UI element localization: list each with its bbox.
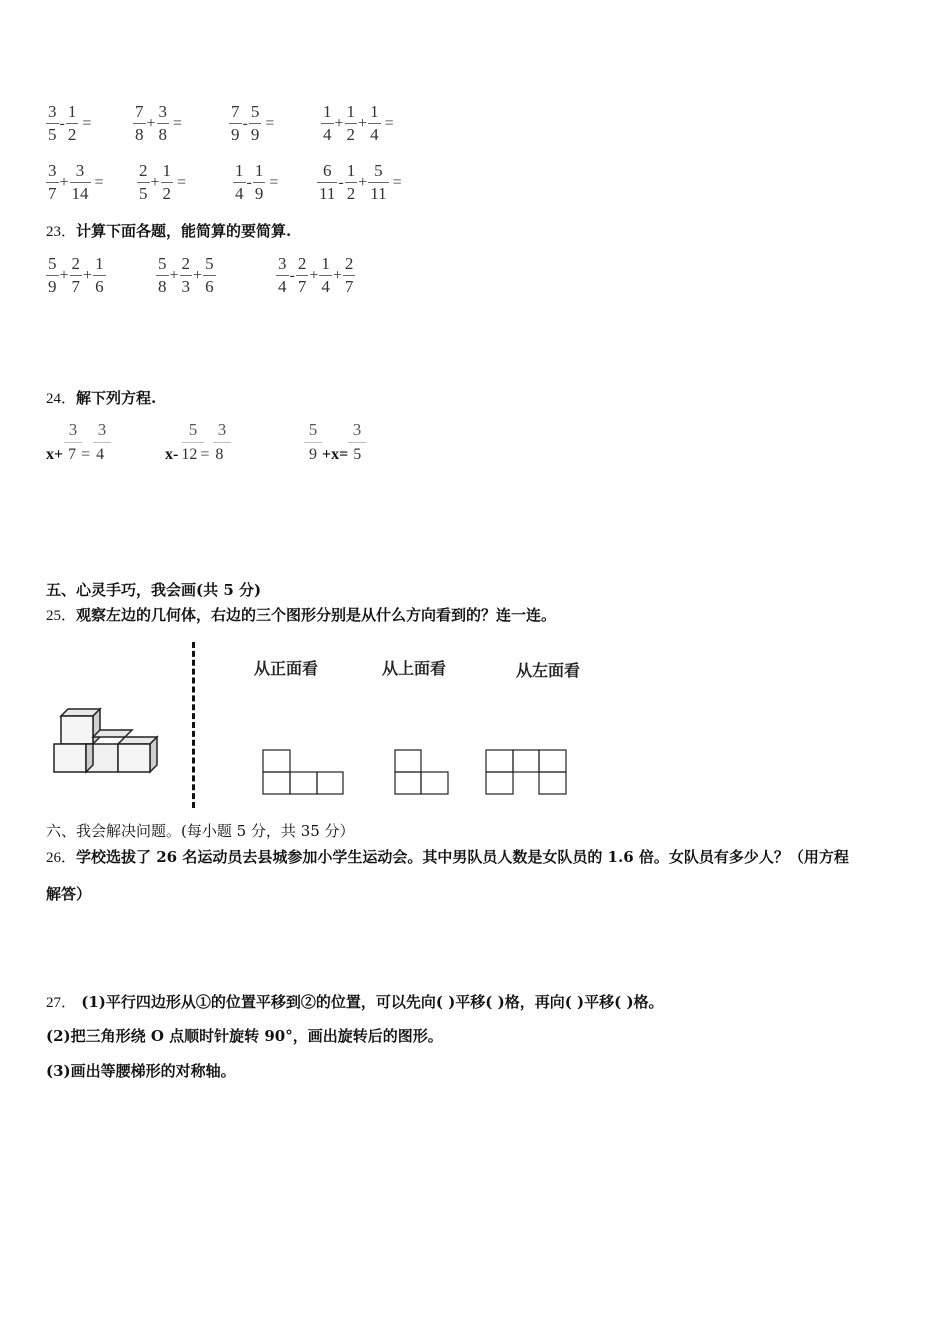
expr-2-4: $\frac{6}{11}$ - $\frac{1}{2}$ + $\frac{5}{11}$ = (319, 161, 402, 203)
cube-solid-figure (46, 700, 171, 780)
expr-2-2: $\frac{2}{5}$ + $\frac{1}{2}$ = (139, 161, 187, 203)
expr-1-1: $\frac{3}{5}$ - $\frac{1}{2}$ = (48, 102, 92, 144)
question-25: 25．观察左边的几何体，右边的三个图形分别是从什么方向看到的？连一连。 (46, 606, 557, 624)
question-24: 24．解下列方程. (46, 389, 157, 407)
expr-1-3: $\frac{7}{9}$ - $\frac{5}{9}$ = (231, 102, 275, 144)
fraction: $\frac{1}{2}$ (67, 102, 77, 144)
expr-2-1: $\frac{3}{7}$ + $\frac{3}{14}$ = (48, 161, 104, 203)
fraction: $\frac{3}{5}$ (48, 102, 57, 144)
expr-2-3: $\frac{1}{4}$ - $\frac{1}{9}$ = (235, 161, 279, 203)
question-27-part-2: (2)把三角形绕 O 点顺时针旋转 90°，画出旋转后的图形。 (46, 1027, 443, 1045)
label-left-view: 从左面看 (516, 661, 581, 680)
expr-3-3: $\frac{3}{4}$ - $\frac{2}{7}$ + $\frac{1}{4}$ + $\frac{2}{7}$ (278, 254, 354, 296)
expr-1-2: $\frac{7}{8}$ + $\frac{3}{8}$ = (135, 102, 183, 144)
expr-3-1: $\frac{5}{9}$ + $\frac{2}{7}$ + $\frac{1}{6}$ (48, 254, 104, 296)
dashed-divider (192, 642, 195, 808)
section-5-title: 五、心灵手巧，我会画(共 5 分) (46, 581, 262, 599)
question-23: 23．计算下面各题，能简算的要简算. (46, 222, 292, 240)
view-shape-2 (394, 749, 450, 795)
label-front-view: 从正面看 (254, 659, 319, 678)
question-27-part-3: (3)画出等腰梯形的对称轴。 (46, 1062, 236, 1080)
label-top-view: 从上面看 (382, 659, 447, 678)
expr-3-2: $\frac{5}{8}$ + $\frac{2}{3}$ + $\frac{5}{6}$ (158, 254, 214, 296)
view-shape-3 (485, 749, 568, 795)
section-6-title: 六、我会解决问题。(每小题 5 分，共 35 分） (46, 822, 355, 840)
question-27: 27． (1)平行四边形从①的位置平移到②的位置，可以先向( )平移( )格，再向( )平移( )格。 (46, 993, 664, 1011)
question-26: 26．学校选拔了 26 名运动员去县城参加小学生运动会。其中男队员人数是女队员的 1.6 倍。女队员有多少人？（用方程 (46, 848, 849, 866)
view-shape-1 (262, 749, 344, 795)
expr-1-4: $\frac{1}{4}$ + $\frac{1}{2}$ + $\frac{1}{4}$ = (323, 102, 394, 144)
question-26-line2: 解答） (46, 885, 92, 903)
